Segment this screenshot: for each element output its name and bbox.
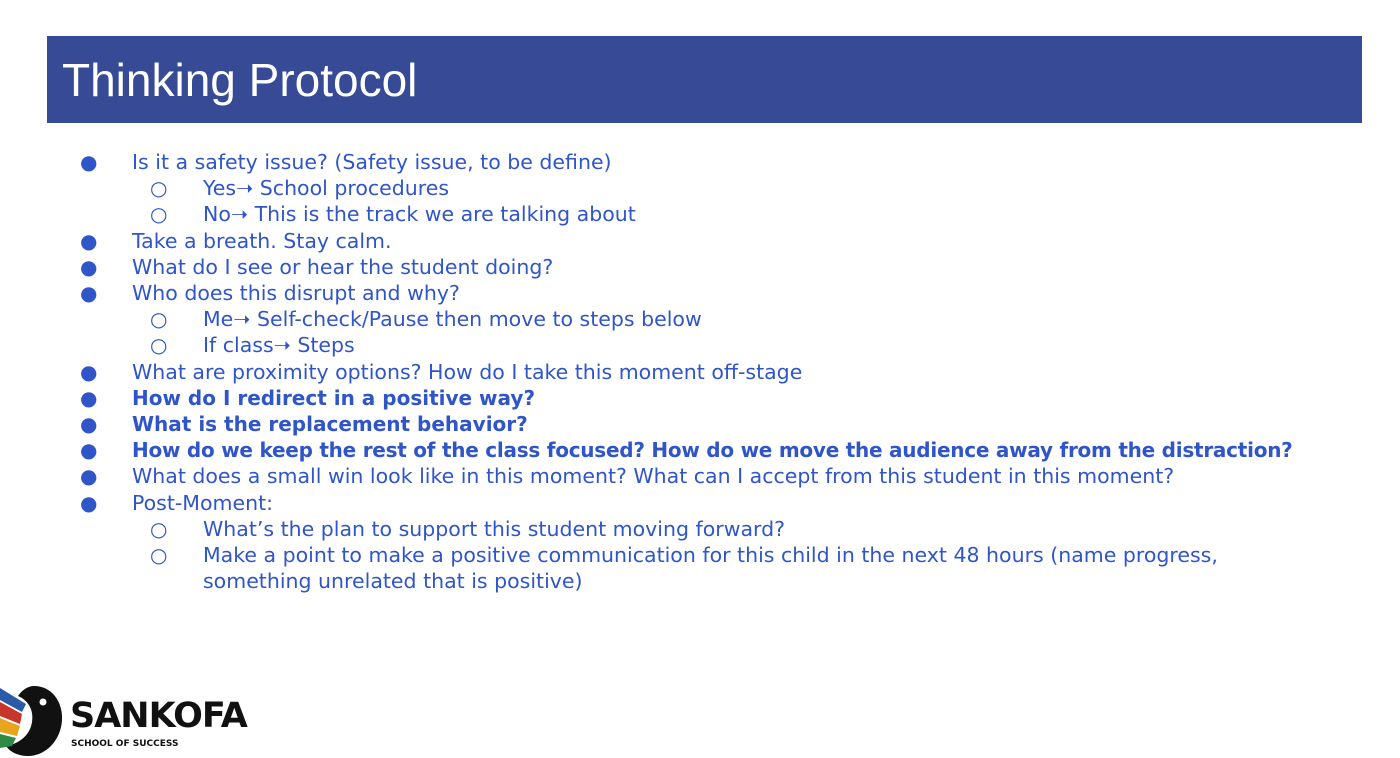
list-item — [0, 437, 1400, 463]
bullet-dot-icon: ● — [80, 412, 98, 437]
list-item-text: Is it a safety issue? (Safety issue, to be define) — [132, 150, 612, 174]
list-item-text: What does a small win look like in this moment? What can I accept from this student in this moment? — [132, 464, 1175, 489]
list-item-text: What’s the plan to support this student moving forward? — [203, 516, 785, 541]
bullet-dot-icon: ● — [80, 359, 98, 384]
bullet-circle-icon: ○ — [150, 307, 168, 332]
logo-eye — [40, 699, 47, 706]
sub-list-item — [0, 175, 1400, 201]
title-bar — [47, 36, 1362, 123]
list-item-text: What do I see or hear the student doing? — [132, 254, 554, 279]
bullet-dot-icon: ● — [80, 150, 98, 174]
sub-list-item — [0, 201, 1400, 227]
list-item-text: Take a breath. Stay calm. — [132, 228, 392, 253]
bullet-dot-icon: ● — [80, 228, 98, 253]
logo-wordmark: SANKOFA — [70, 696, 247, 736]
logo-tagline: SCHOOL OF SUCCESS — [71, 739, 179, 749]
bullet-dot-icon: ● — [80, 254, 98, 279]
list-item-text: Make a point to make a positive communication for this child in the next 48 hours (name progress, something unrelated that is positive) — [203, 543, 1218, 594]
slide-title: Thinking Protocol — [62, 54, 418, 106]
sankofa-logo — [0, 680, 247, 758]
list-item-text: Who does this disrupt and why? — [132, 281, 460, 306]
list-item — [0, 254, 1400, 280]
bullet-circle-icon: ○ — [150, 202, 168, 227]
list-item-text: How do I redirect in a positive way? — [132, 385, 536, 410]
list-item-text: No➝ This is the track we are talking about — [203, 202, 636, 227]
list-item-text: Me➝ Self-check/Pause then move to steps below — [203, 307, 702, 332]
sankofa-bird-icon — [0, 682, 64, 758]
sub-list-item — [0, 542, 1400, 594]
list-item-text: Post-Moment: — [132, 490, 274, 515]
list-item — [0, 359, 1400, 385]
list-item — [0, 411, 1400, 437]
bullet-circle-icon: ○ — [150, 543, 168, 568]
list-item — [0, 149, 1400, 175]
list-item — [0, 490, 1400, 516]
bullet-circle-icon: ○ — [150, 176, 168, 201]
list-item — [0, 385, 1400, 411]
bullet-dot-icon: ● — [80, 490, 98, 515]
bullet-dot-icon: ● — [80, 385, 98, 410]
bullet-dot-icon: ● — [80, 464, 98, 489]
sub-list-item — [0, 306, 1400, 332]
list-item — [0, 228, 1400, 254]
list-item-text: Yes➝ School procedures — [203, 176, 450, 201]
sub-list-item — [0, 516, 1400, 542]
bullet-list — [0, 149, 1400, 594]
bullet-dot-icon: ● — [80, 281, 98, 306]
list-item-text: What is the replacement behavior? — [132, 412, 528, 437]
list-item — [0, 463, 1400, 489]
list-item-text: What are proximity options? How do I take this moment off-stage — [132, 359, 803, 384]
list-item — [0, 280, 1400, 306]
sub-list-item — [0, 332, 1400, 358]
list-item-text: If class➝ Steps — [203, 333, 355, 358]
bullet-dot-icon: ● — [80, 438, 98, 463]
bullet-circle-icon: ○ — [150, 333, 168, 358]
bullet-circle-icon: ○ — [150, 516, 168, 541]
list-item-text: How do we keep the rest of the class focused? How do we move the audience away from the distraction? — [132, 438, 1293, 463]
